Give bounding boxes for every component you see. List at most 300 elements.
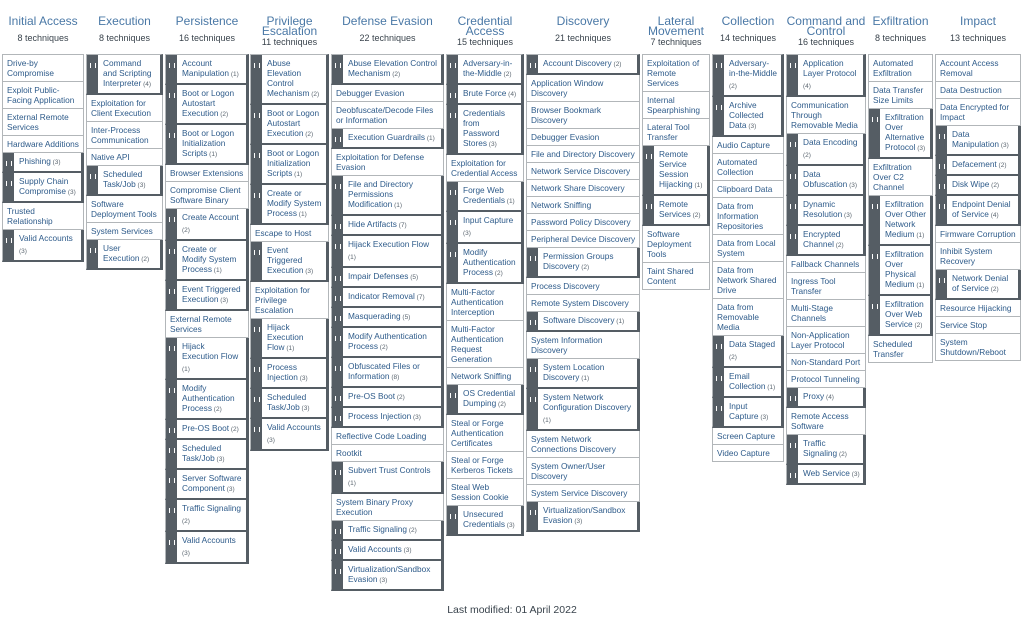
technique-cell-multi-factor-authentication-request-generation[interactable] (446, 321, 524, 368)
technique-cell-exfiltration-over-physical-medium[interactable] (868, 246, 933, 296)
tactic-name-link[interactable]: Privilege Escalation (261, 14, 318, 38)
subtechnique-toggle-icon[interactable] (332, 55, 343, 83)
subtechnique-toggle-icon[interactable] (527, 502, 538, 530)
subtechnique-toggle-icon[interactable] (713, 398, 724, 426)
technique-cell-software-discovery[interactable] (526, 312, 640, 332)
subtechnique-toggle-icon[interactable] (166, 500, 177, 530)
technique-name[interactable] (177, 209, 246, 239)
technique-name[interactable] (787, 354, 865, 370)
technique-name[interactable] (458, 385, 521, 413)
technique-cell-proxy[interactable] (786, 388, 866, 408)
technique-cell-phishing[interactable] (2, 153, 84, 173)
technique-cell-system-shutdown-reboot[interactable] (935, 334, 1021, 361)
subtechnique-toggle-icon[interactable] (166, 281, 177, 309)
technique-name[interactable] (177, 420, 246, 438)
technique-cell-virtualization-sandbox-evasion[interactable] (526, 502, 640, 532)
subtechnique-toggle-icon[interactable] (166, 338, 177, 378)
technique-cell-boot-or-logon-autostart-execution[interactable] (165, 85, 249, 125)
subtechnique-toggle-icon[interactable] (447, 385, 458, 413)
technique-name[interactable] (713, 154, 783, 180)
subtechnique-toggle-icon[interactable] (87, 166, 98, 194)
technique-cell-exfiltration-over-alternative-protocol[interactable] (868, 109, 933, 159)
technique-cell-account-discovery[interactable] (526, 54, 640, 75)
technique-cell-data-transfer-size-limits[interactable] (868, 82, 933, 109)
technique-name[interactable] (3, 82, 83, 108)
subtechnique-toggle-icon[interactable] (447, 85, 458, 103)
technique-name[interactable] (798, 196, 863, 224)
technique-cell-traffic-signaling[interactable] (786, 435, 866, 465)
subtechnique-toggle-icon[interactable] (447, 182, 458, 210)
technique-name[interactable] (527, 129, 639, 145)
tactic-name-link[interactable]: Collection (721, 14, 775, 28)
technique-cell-permission-groups-discovery[interactable] (526, 248, 640, 278)
technique-cell-valid-accounts[interactable] (165, 532, 249, 564)
technique-name[interactable] (14, 153, 81, 171)
technique-cell-adversary-in-the-middle[interactable] (712, 54, 784, 97)
subtechnique-toggle-icon[interactable] (332, 236, 343, 266)
technique-cell-credentials-from-password-stores[interactable] (446, 105, 524, 155)
technique-cell-audio-capture[interactable] (712, 137, 784, 154)
technique-name[interactable] (177, 55, 246, 83)
technique-cell-data-destruction[interactable] (935, 82, 1021, 99)
subtechnique-toggle-icon[interactable] (332, 308, 343, 326)
technique-name[interactable] (332, 445, 443, 461)
technique-cell-server-software-component[interactable] (165, 470, 249, 500)
technique-name[interactable] (262, 145, 326, 183)
technique-name[interactable] (713, 445, 783, 461)
technique-name[interactable] (14, 230, 81, 260)
technique-name[interactable] (458, 506, 521, 534)
technique-cell-command-and-scripting-interpreter[interactable] (86, 54, 163, 95)
technique-name[interactable] (724, 336, 781, 366)
technique-cell-native-api[interactable] (86, 149, 163, 166)
technique-cell-virtualization-sandbox-evasion[interactable] (331, 561, 444, 591)
technique-name[interactable] (251, 282, 328, 318)
subtechnique-toggle-icon[interactable] (527, 312, 538, 330)
technique-cell-abuse-elevation-control-mechanism[interactable] (331, 54, 444, 85)
technique-cell-create-or-modify-system-process[interactable] (250, 185, 329, 225)
technique-cell-compromise-client-software-binary[interactable] (165, 182, 249, 209)
subtechnique-toggle-icon[interactable] (166, 380, 177, 418)
technique-cell-valid-accounts[interactable] (2, 230, 84, 262)
technique-name[interactable] (713, 181, 783, 197)
technique-name[interactable] (343, 462, 441, 492)
technique-cell-traffic-signaling[interactable] (331, 521, 444, 541)
technique-name[interactable] (343, 408, 441, 426)
technique-cell-boot-or-logon-initialization-scripts[interactable] (250, 145, 329, 185)
technique-name[interactable] (262, 319, 326, 357)
subtechnique-toggle-icon[interactable] (166, 55, 177, 83)
technique-name[interactable] (880, 196, 930, 244)
technique-name[interactable] (527, 458, 639, 484)
technique-cell-account-manipulation[interactable] (165, 54, 249, 85)
technique-name[interactable] (332, 85, 443, 101)
technique-cell-steal-web-session-cookie[interactable] (446, 479, 524, 506)
technique-cell-data-from-local-system[interactable] (712, 235, 784, 262)
technique-cell-data-staged[interactable] (712, 336, 784, 368)
technique-cell-exploitation-for-credential-access[interactable] (446, 155, 524, 182)
technique-name[interactable] (869, 336, 932, 362)
technique-name[interactable] (177, 440, 246, 468)
technique-name[interactable] (527, 332, 639, 358)
subtechnique-toggle-icon[interactable] (787, 166, 798, 194)
technique-cell-remote-system-discovery[interactable] (526, 295, 640, 312)
technique-name[interactable] (798, 226, 863, 254)
technique-cell-process-injection[interactable] (331, 408, 444, 428)
technique-cell-supply-chain-compromise[interactable] (2, 173, 84, 203)
technique-cell-modify-authentication-process[interactable] (331, 328, 444, 358)
technique-name[interactable] (538, 248, 637, 276)
technique-name[interactable] (332, 428, 443, 444)
technique-name[interactable] (936, 243, 1020, 269)
tactic-name-link[interactable]: Exfiltration (872, 14, 929, 28)
technique-name[interactable] (458, 212, 521, 242)
technique-cell-rootkit[interactable] (331, 445, 444, 462)
technique-name[interactable] (936, 317, 1020, 333)
technique-name[interactable] (936, 82, 1020, 98)
subtechnique-toggle-icon[interactable] (251, 419, 262, 449)
technique-cell-defacement[interactable] (935, 156, 1021, 176)
technique-name[interactable] (177, 125, 246, 163)
technique-cell-peripheral-device-discovery[interactable] (526, 231, 640, 248)
technique-name[interactable] (343, 55, 441, 83)
subtechnique-toggle-icon[interactable] (527, 389, 538, 429)
technique-name[interactable] (458, 105, 521, 153)
technique-cell-scheduled-transfer[interactable] (868, 336, 933, 363)
technique-name[interactable] (654, 146, 707, 194)
technique-name[interactable] (798, 134, 863, 164)
technique-name[interactable] (527, 146, 639, 162)
subtechnique-toggle-icon[interactable] (166, 440, 177, 468)
subtechnique-toggle-icon[interactable] (936, 270, 947, 298)
technique-cell-deobfuscate-decode-files-or-information[interactable] (331, 102, 444, 129)
technique-name[interactable] (527, 163, 639, 179)
technique-name[interactable] (14, 173, 81, 201)
technique-name[interactable] (880, 246, 930, 294)
technique-name[interactable] (447, 368, 523, 384)
technique-name[interactable] (936, 99, 1020, 125)
technique-name[interactable] (343, 236, 441, 266)
subtechnique-toggle-icon[interactable] (713, 55, 724, 95)
subtechnique-toggle-icon[interactable] (166, 241, 177, 279)
technique-cell-input-capture[interactable] (712, 398, 784, 428)
technique-cell-remote-service-session-hijacking[interactable] (642, 146, 710, 196)
technique-name[interactable] (798, 388, 863, 406)
technique-cell-fallback-channels[interactable] (786, 256, 866, 273)
tactic-name-link[interactable]: Persistence (175, 14, 239, 28)
subtechnique-toggle-icon[interactable] (3, 230, 14, 260)
technique-name[interactable] (538, 502, 637, 530)
technique-name[interactable] (787, 371, 865, 387)
subtechnique-toggle-icon[interactable] (166, 532, 177, 562)
technique-cell-create-or-modify-system-process[interactable] (165, 241, 249, 281)
technique-name[interactable] (724, 97, 781, 135)
technique-name[interactable] (343, 216, 441, 234)
technique-cell-valid-accounts[interactable] (250, 419, 329, 451)
technique-name[interactable] (262, 185, 326, 223)
tactic-name-link[interactable]: Credential Access (457, 14, 513, 38)
technique-cell-modify-authentication-process[interactable] (446, 244, 524, 284)
subtechnique-toggle-icon[interactable] (332, 216, 343, 234)
subtechnique-toggle-icon[interactable] (713, 97, 724, 135)
subtechnique-toggle-icon[interactable] (447, 55, 458, 83)
technique-name[interactable] (262, 242, 326, 280)
technique-cell-file-and-directory-discovery[interactable] (526, 146, 640, 163)
subtechnique-toggle-icon[interactable] (332, 358, 343, 386)
technique-cell-debugger-evasion[interactable] (331, 85, 444, 102)
technique-name[interactable] (447, 284, 523, 320)
subtechnique-toggle-icon[interactable] (869, 109, 880, 157)
technique-name[interactable] (177, 470, 246, 498)
technique-cell-data-encoding[interactable] (786, 134, 866, 166)
technique-cell-web-service[interactable] (786, 465, 866, 485)
subtechnique-toggle-icon[interactable] (332, 288, 343, 306)
technique-name[interactable] (458, 182, 521, 210)
subtechnique-toggle-icon[interactable] (332, 521, 343, 539)
technique-cell-communication-through-removable-media[interactable] (786, 97, 866, 134)
tactic-name-link[interactable]: Discovery (556, 14, 610, 28)
technique-cell-endpoint-denial-of-service[interactable] (935, 196, 1021, 226)
subtechnique-toggle-icon[interactable] (251, 105, 262, 143)
technique-cell-impair-defenses[interactable] (331, 268, 444, 288)
technique-name[interactable] (343, 541, 441, 559)
technique-name[interactable] (724, 398, 781, 426)
technique-cell-system-binary-proxy-execution[interactable] (331, 494, 444, 521)
technique-cell-account-access-removal[interactable] (935, 54, 1021, 82)
subtechnique-toggle-icon[interactable] (3, 153, 14, 171)
technique-name[interactable] (947, 156, 1018, 174)
technique-cell-brute-force[interactable] (446, 85, 524, 105)
technique-cell-email-collection[interactable] (712, 368, 784, 398)
subtechnique-toggle-icon[interactable] (332, 462, 343, 492)
technique-cell-system-service-discovery[interactable] (526, 485, 640, 502)
technique-name[interactable] (98, 166, 160, 194)
technique-cell-resource-hijacking[interactable] (935, 300, 1021, 317)
technique-name[interactable] (343, 521, 441, 539)
subtechnique-toggle-icon[interactable] (166, 125, 177, 163)
technique-name[interactable] (527, 102, 639, 128)
technique-name[interactable] (936, 226, 1020, 242)
technique-name[interactable] (643, 226, 709, 262)
technique-cell-forge-web-credentials[interactable] (446, 182, 524, 212)
technique-cell-system-services[interactable] (86, 223, 163, 240)
technique-name[interactable] (166, 182, 248, 208)
technique-cell-file-and-directory-permissions-modification[interactable] (331, 176, 444, 216)
subtechnique-toggle-icon[interactable] (713, 336, 724, 366)
technique-name[interactable] (527, 214, 639, 230)
technique-name[interactable] (538, 312, 637, 330)
technique-name[interactable] (447, 321, 523, 367)
technique-cell-non-standard-port[interactable] (786, 354, 866, 371)
technique-cell-non-application-layer-protocol[interactable] (786, 327, 866, 354)
technique-cell-steal-or-forge-authentication-certificates[interactable] (446, 415, 524, 452)
technique-cell-data-manipulation[interactable] (935, 126, 1021, 156)
subtechnique-toggle-icon[interactable] (3, 173, 14, 201)
subtechnique-toggle-icon[interactable] (936, 126, 947, 154)
technique-name[interactable] (527, 485, 639, 501)
technique-name[interactable] (654, 196, 707, 224)
technique-cell-drive-by-compromise[interactable] (2, 54, 84, 82)
technique-name[interactable] (343, 328, 441, 356)
technique-name[interactable] (3, 109, 83, 135)
technique-cell-exploit-public-facing-application[interactable] (2, 82, 84, 109)
subtechnique-toggle-icon[interactable] (787, 226, 798, 254)
technique-cell-scheduled-task-job[interactable] (86, 166, 163, 196)
subtechnique-toggle-icon[interactable] (251, 359, 262, 387)
subtechnique-toggle-icon[interactable] (332, 176, 343, 214)
technique-cell-automated-collection[interactable] (712, 154, 784, 181)
technique-name[interactable] (87, 149, 162, 165)
technique-name[interactable] (713, 235, 783, 261)
technique-name[interactable] (343, 388, 441, 406)
technique-name[interactable] (798, 465, 863, 483)
technique-name[interactable] (166, 165, 248, 181)
technique-name[interactable] (166, 311, 248, 337)
subtechnique-toggle-icon[interactable] (869, 196, 880, 244)
technique-name[interactable] (458, 55, 521, 83)
technique-name[interactable] (98, 240, 160, 268)
tactic-name-link[interactable]: Execution (98, 14, 151, 28)
technique-name[interactable] (869, 82, 932, 108)
technique-name[interactable] (343, 288, 441, 306)
technique-cell-steal-or-forge-kerberos-tickets[interactable] (446, 452, 524, 479)
subtechnique-toggle-icon[interactable] (787, 134, 798, 164)
technique-name[interactable] (643, 119, 709, 145)
technique-cell-internal-spearphishing[interactable] (642, 92, 710, 119)
technique-cell-subvert-trust-controls[interactable] (331, 462, 444, 494)
subtechnique-toggle-icon[interactable] (787, 435, 798, 463)
subtechnique-toggle-icon[interactable] (787, 465, 798, 483)
technique-name[interactable] (332, 494, 443, 520)
technique-cell-browser-bookmark-discovery[interactable] (526, 102, 640, 129)
technique-cell-network-sniffing[interactable] (446, 368, 524, 385)
technique-name[interactable] (724, 368, 781, 396)
subtechnique-toggle-icon[interactable] (713, 368, 724, 396)
subtechnique-toggle-icon[interactable] (251, 389, 262, 417)
subtechnique-toggle-icon[interactable] (936, 156, 947, 174)
technique-cell-clipboard-data[interactable] (712, 181, 784, 198)
technique-cell-system-network-configuration-discovery[interactable] (526, 389, 640, 431)
subtechnique-toggle-icon[interactable] (527, 55, 538, 73)
technique-name[interactable] (177, 281, 246, 309)
technique-cell-abuse-elevation-control-mechanism[interactable] (250, 54, 329, 105)
technique-cell-ingress-tool-transfer[interactable] (786, 273, 866, 300)
technique-cell-exfiltration-over-other-network-medium[interactable] (868, 196, 933, 246)
technique-cell-exploitation-for-client-execution[interactable] (86, 95, 163, 122)
technique-cell-data-obfuscation[interactable] (786, 166, 866, 196)
subtechnique-toggle-icon[interactable] (787, 55, 798, 95)
subtechnique-toggle-icon[interactable] (332, 328, 343, 356)
technique-name[interactable] (947, 270, 1018, 298)
technique-cell-system-information-discovery[interactable] (526, 332, 640, 359)
technique-name[interactable] (713, 262, 783, 298)
technique-name[interactable] (527, 431, 639, 457)
technique-name[interactable] (87, 223, 162, 239)
technique-name[interactable] (713, 428, 783, 444)
technique-name[interactable] (538, 359, 637, 387)
subtechnique-toggle-icon[interactable] (447, 105, 458, 153)
technique-cell-process-injection[interactable] (250, 359, 329, 389)
technique-name[interactable] (343, 176, 441, 214)
technique-cell-hijack-execution-flow[interactable] (331, 236, 444, 268)
subtechnique-toggle-icon[interactable] (332, 388, 343, 406)
technique-cell-boot-or-logon-initialization-scripts[interactable] (165, 125, 249, 165)
technique-cell-process-discovery[interactable] (526, 278, 640, 295)
technique-name[interactable] (87, 196, 162, 222)
technique-cell-exploitation-for-defense-evasion[interactable] (331, 149, 444, 176)
subtechnique-toggle-icon[interactable] (936, 176, 947, 194)
technique-name[interactable] (3, 55, 83, 81)
technique-cell-obfuscated-files-or-information[interactable] (331, 358, 444, 388)
technique-cell-archive-collected-data[interactable] (712, 97, 784, 137)
technique-cell-system-owner-user-discovery[interactable] (526, 458, 640, 485)
technique-cell-hide-artifacts[interactable] (331, 216, 444, 236)
technique-cell-masquerading[interactable] (331, 308, 444, 328)
technique-cell-external-remote-services[interactable] (165, 311, 249, 338)
technique-name[interactable] (798, 166, 863, 194)
technique-cell-software-deployment-tools[interactable] (642, 226, 710, 263)
technique-cell-reflective-code-loading[interactable] (331, 428, 444, 445)
technique-cell-disk-wipe[interactable] (935, 176, 1021, 196)
technique-cell-debugger-evasion[interactable] (526, 129, 640, 146)
subtechnique-toggle-icon[interactable] (166, 470, 177, 498)
subtechnique-toggle-icon[interactable] (527, 359, 538, 387)
technique-name[interactable] (527, 295, 639, 311)
technique-cell-traffic-signaling[interactable] (165, 500, 249, 532)
technique-name[interactable] (262, 389, 326, 417)
technique-name[interactable] (787, 273, 865, 299)
technique-name[interactable] (538, 55, 637, 73)
technique-cell-password-policy-discovery[interactable] (526, 214, 640, 231)
subtechnique-toggle-icon[interactable] (251, 242, 262, 280)
technique-name[interactable] (527, 231, 639, 247)
technique-name[interactable] (458, 244, 521, 282)
technique-cell-exploitation-for-privilege-escalation[interactable] (250, 282, 329, 319)
technique-cell-user-execution[interactable] (86, 240, 163, 270)
technique-cell-hijack-execution-flow[interactable] (165, 338, 249, 380)
subtechnique-toggle-icon[interactable] (787, 388, 798, 406)
technique-name[interactable] (880, 296, 930, 334)
subtechnique-toggle-icon[interactable] (166, 420, 177, 438)
tactic-name-link[interactable]: Initial Access (8, 14, 78, 28)
technique-cell-screen-capture[interactable] (712, 428, 784, 445)
technique-name[interactable] (880, 109, 930, 157)
technique-cell-hijack-execution-flow[interactable] (250, 319, 329, 359)
technique-name[interactable] (724, 55, 781, 95)
technique-name[interactable] (713, 198, 783, 234)
technique-cell-create-account[interactable] (165, 209, 249, 241)
technique-cell-network-denial-of-service[interactable] (935, 270, 1021, 300)
technique-cell-network-sniffing[interactable] (526, 197, 640, 214)
subtechnique-toggle-icon[interactable] (87, 55, 98, 93)
technique-cell-external-remote-services[interactable] (2, 109, 84, 136)
technique-name[interactable] (177, 500, 246, 530)
subtechnique-toggle-icon[interactable] (447, 506, 458, 534)
technique-name[interactable] (98, 55, 160, 93)
technique-name[interactable] (947, 176, 1018, 194)
technique-name[interactable] (262, 55, 326, 103)
technique-name[interactable] (869, 159, 932, 195)
technique-cell-protocol-tunneling[interactable] (786, 371, 866, 388)
technique-name[interactable] (643, 55, 709, 91)
technique-cell-multi-stage-channels[interactable] (786, 300, 866, 327)
subtechnique-toggle-icon[interactable] (869, 296, 880, 334)
technique-cell-data-from-removable-media[interactable] (712, 299, 784, 336)
tactic-name-link[interactable]: Lateral Movement (647, 14, 705, 38)
technique-name[interactable] (936, 334, 1020, 360)
technique-cell-scheduled-task-job[interactable] (165, 440, 249, 470)
technique-name[interactable] (447, 155, 523, 181)
